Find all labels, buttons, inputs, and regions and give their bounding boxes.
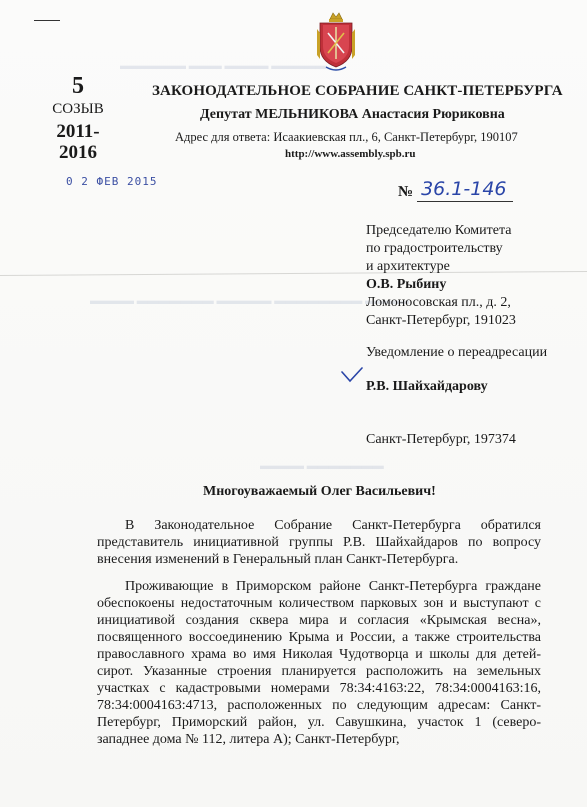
convocation-block	[48, 74, 108, 163]
convocation-years-end: 2016	[59, 142, 97, 163]
convocation-years-start: 2011-	[56, 121, 100, 142]
body-paragraph: Проживающие в Приморском районе Санкт-Петербурга граждане обеспокоены недостаточным количеством парковых зон и выступают с инициативой создания сквера мира и согласия «Крымская весна», посвященного воссоединению Крыма и России, а также строительства православного храма во имя Николая Чудотворца и школы для детей-сирот. Указанные строения планируется расположить на земельных участках с кадастровыми номерами 78:34:4163:22, 78:34:0004163:16, 78:34:0004163:4713, расположенных по следующим адресам: Санкт-Петербург, Приморский район, ул. Савушкина, участок 1 (северо-западнее дома № 112, литера А); Санкт-Петербург,	[97, 579, 541, 747]
date-stamp: 0 2 ФЕВ 2015	[66, 175, 158, 188]
addressee-line: и архитектуре	[366, 259, 450, 274]
addressee-name: О.В. Рыбину	[366, 277, 447, 292]
deputy-name: Депутат МЕЛЬНИКОВА Анастасия Рюриковна	[200, 107, 505, 122]
body-paragraph: В Законодательное Собрание Санкт-Петербурга обратился представитель инициативной группы Р.В. Шайхайдаров по вопросу внесения изменений в Генеральный план Санкт-Петербурга.	[97, 518, 541, 567]
website-link[interactable]: http://www.assembly.spb.ru	[285, 148, 416, 160]
corner-mark	[34, 20, 60, 21]
handwritten-check-icon	[340, 366, 364, 386]
convocation-label: СОЗЫВ	[52, 101, 104, 117]
salutation: Многоуважаемый Олег Васильевич!	[203, 484, 436, 499]
registration-number	[398, 178, 513, 201]
addressee-line: по градостроительству	[366, 241, 503, 256]
convocation-number: 5	[72, 73, 84, 99]
coat-of-arms-icon	[317, 9, 355, 73]
addressee-block	[366, 222, 516, 330]
redirect-recipient-city: Санкт-Петербург, 197374	[366, 432, 516, 447]
handwritten-reg-number: 36.1-146	[417, 178, 512, 202]
show-through-text: ▬▬▬▬ ▬▬▬▬▬▬▬	[260, 460, 384, 472]
redirect-recipient-name: Р.В. Шайхайдарову	[366, 379, 488, 394]
show-through-text: ▬▬▬▬▬▬ ▬▬▬ ▬▬▬▬ ▬▬▬▬▬	[120, 60, 327, 72]
number-sign: №	[398, 184, 414, 200]
redirect-notice-title: Уведомление о переадресации	[366, 345, 548, 360]
addressee-line: Председателю Комитета	[366, 223, 512, 238]
addressee-city: Санкт-Петербург, 191023	[366, 313, 516, 328]
show-through-text: ▬▬▬▬ ▬▬▬▬▬▬▬ ▬▬▬▬▬ ▬▬▬▬▬▬▬▬ ▬▬▬▬	[90, 295, 409, 307]
letter-body	[97, 517, 541, 748]
organization-name: ЗАКОНОДАТЕЛЬНОЕ СОБРАНИЕ САНКТ-ПЕТЕРБУРГА	[152, 83, 563, 99]
addressee-street: Ломоносовская пл., д. 2,	[366, 295, 511, 310]
reply-address: Адрес для ответа: Исаакиевская пл., 6, Санкт-Петербург, 190107	[175, 130, 518, 144]
